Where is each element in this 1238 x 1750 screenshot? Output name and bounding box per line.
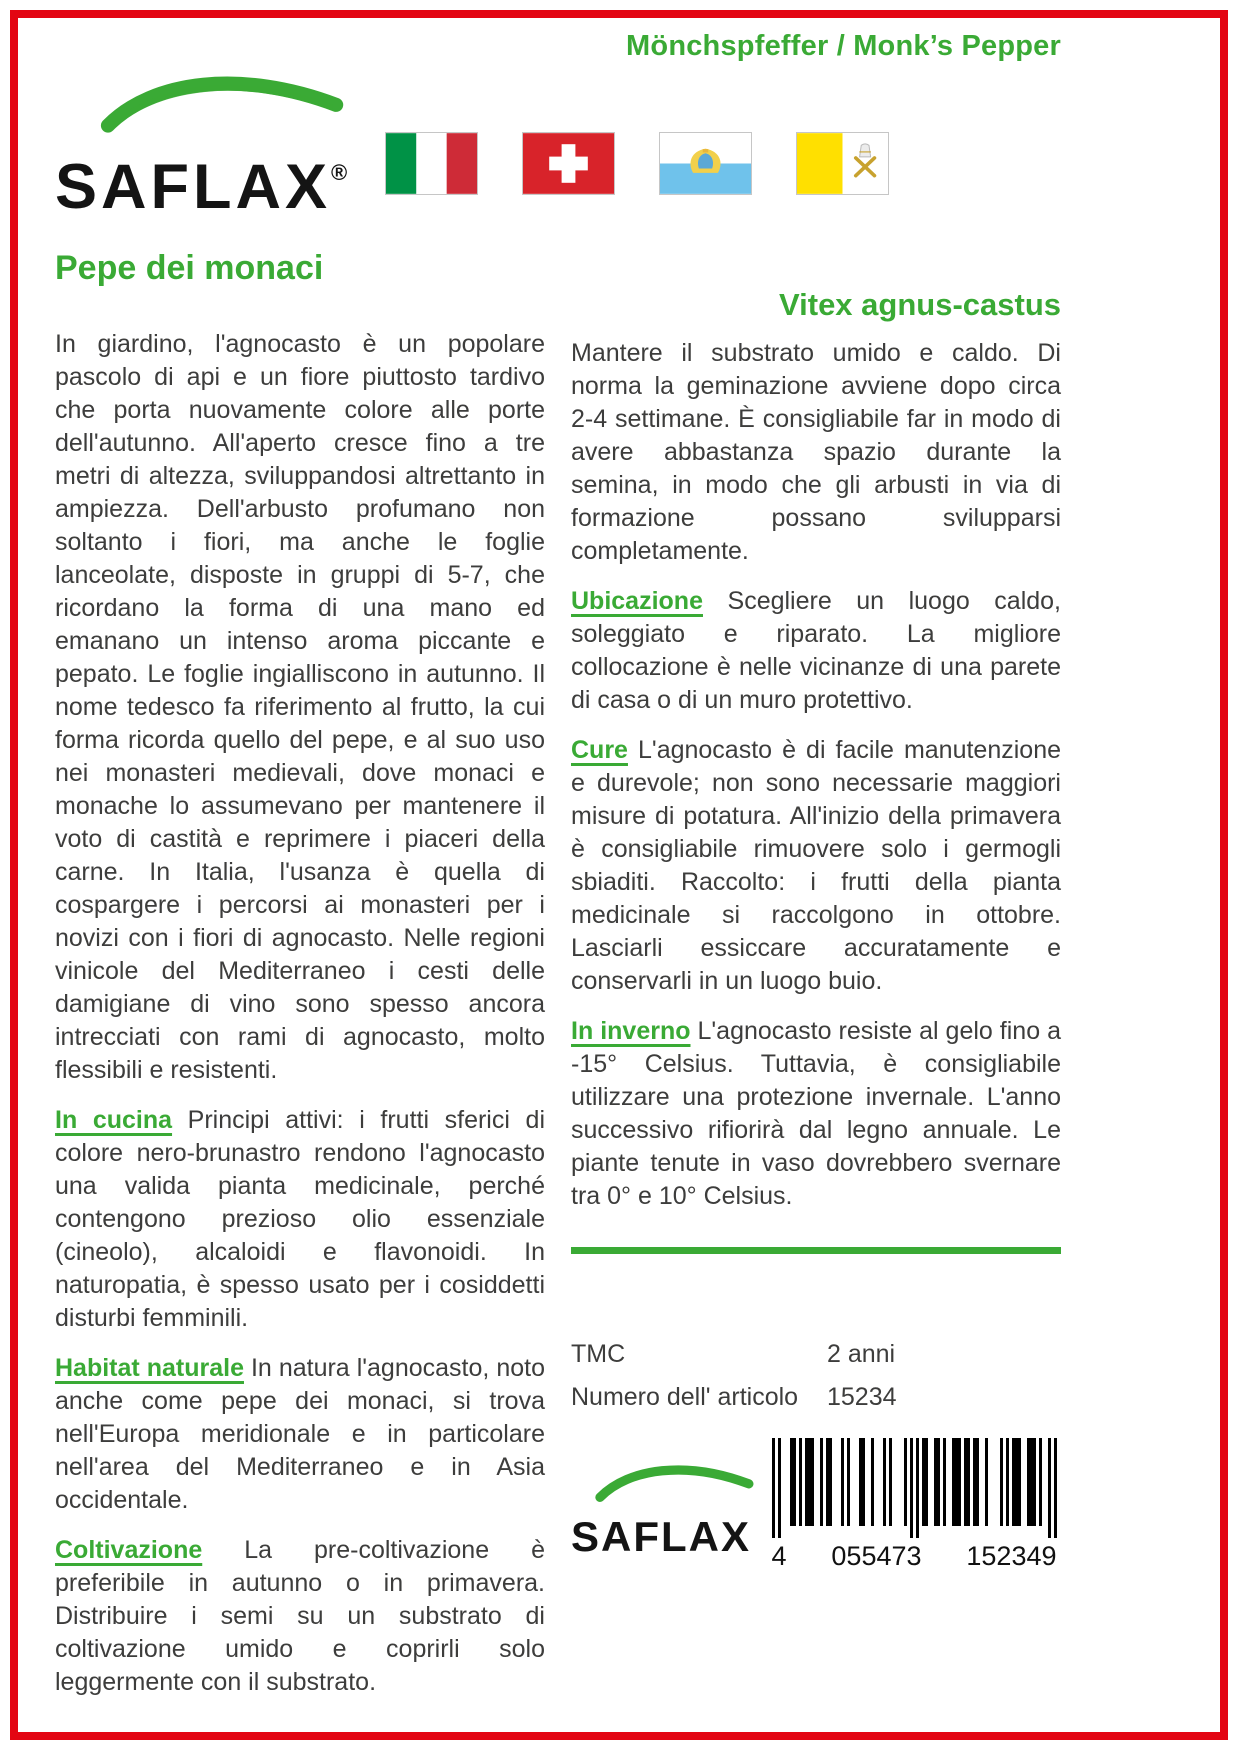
brand-row: [55, 67, 1061, 222]
saflax-logo-small: [571, 1460, 767, 1558]
section-heading: Habitat naturale: [55, 1354, 244, 1382]
article-number-label: Numero dell' articolo: [571, 1383, 799, 1411]
saflax-wordmark: SAFLAX: [571, 1513, 751, 1560]
right-column: [571, 235, 1061, 1716]
sowing-text: Mantere il substrato umido e caldo. Di norma la geminazione avviene dopo circa 2-4 settimane. È consigliabile far in modo di avere abbastanza spazio durante la semina, in modo che gli arbusti in via di formazione possano svilupparsi completamente.: [571, 339, 1061, 565]
section-heading: In inverno: [571, 1017, 691, 1045]
barcode-digit-group: 152349: [966, 1541, 1057, 1571]
saflax-logo: [55, 67, 367, 222]
section-in-inverno: [571, 1015, 1061, 1213]
intro-text: In giardino, l'agnocasto è un popolare pascolo di api e un fiore piuttosto tardivo che porta nuovamente colore alle porte dell'autunno. All'aperto cresce fino a tre metri di altezza, sviluppandosi altrettanto in ampiezza. Dell'arbusto profumano non soltanto i fiori, ma anche le foglie lanceolate, disposte in gruppi di 5-7, che ricordano la forma di una mano ed emanano un intenso aroma piccante e pepato. Le foglie ingialliscono in autunno. Il nome tedesco fa riferimento al frutto, la cui forma ricorda quello del pepe, e al suo uso nei monasteri medievali, dove monaci e monache lo assumevano per mantenere il voto di castità e reprimere i piaceri della carne. In Italia, l'usanza è quella di cospargere i percorsi ai monasteri per i novizi con i fiori di agnocasto. Nelle regioni vinicole del Mediterraneo i cesti delle damigiane di vino sono spesso ancora intrecciati con rami di agnocasto, molto flessibili e resistenti.: [55, 330, 545, 1084]
tmc-label: TMC: [571, 1340, 626, 1368]
brand-name: SAFLAX: [55, 152, 331, 222]
barcode-bars: [772, 1438, 1057, 1538]
page-title: Pepe dei monaci: [55, 249, 324, 287]
product-meta: [571, 1340, 1061, 1412]
section-text: Principi attivi: i frutti sferici di colore nero-brunastro rendono l'agnocasto una valida pianta medicinale, perché contengono prezioso olio essenziale (cineolo), alcaloidi e flavonoidi. In naturopatia, è spesso usato per i cosiddetti disturbi femminili.: [55, 1106, 545, 1332]
article-number-value: 15234: [827, 1383, 897, 1411]
section-cure: [571, 734, 1061, 998]
section-heading: Ubicazione: [571, 587, 703, 615]
flag-italy-icon: [385, 132, 478, 195]
section-habitat-naturale: [55, 1352, 545, 1517]
section-text: La pre-coltivazione è preferibile in autunno o in primavera. Distribuire i semi su un substrato di coltivazione umido e coprirli solo leggermente con il substrato.: [55, 1536, 545, 1696]
section-text: Scegliere un luogo caldo, soleggiato e riparato. La migliore collocazione è nelle vicinanze di una parete di casa o di un muro protettivo.: [571, 587, 1061, 714]
sowing-paragraph: [571, 337, 1061, 568]
flag-san-marino-icon: [659, 132, 752, 195]
two-column-body: [55, 235, 1061, 1716]
section-coltivazione: [55, 1534, 545, 1699]
left-column: [55, 235, 545, 1716]
brush-arc-icon: [595, 1460, 755, 1504]
section-text: L'agnocasto è di facile manutenzione e durevole; non sono necessarie maggiori misure di potatura. All'inizio della primavera è consigliabile rimuovere solo i germogli sbiaditi. Raccolto: i frutti della pianta medicinale si raccolgono in ottobre. Lasciarli essiccare accuratamente e conservarli in un luogo buio.: [571, 736, 1061, 995]
tmc-value: 2 anni: [827, 1340, 896, 1368]
green-divider: [571, 1247, 1061, 1254]
barcode-digit-group: 055473: [831, 1541, 922, 1571]
flag-vatican-icon: [796, 132, 889, 195]
section-ubicazione: [571, 585, 1061, 717]
product-title-de-en: Mönchspfeffer / Monk’s Pepper: [626, 30, 1061, 62]
barcode-digit-group: 4: [771, 1541, 787, 1571]
section-heading: Cure: [571, 736, 628, 764]
barcode-digits: [772, 1538, 1057, 1572]
section-heading: Coltivazione: [55, 1536, 203, 1564]
section-text: In natura l'agnocasto, noto anche come pepe dei monaci, si trova nell'Europa meridionale e in particolare nell'area del Mediterraneo e in Asia occidentale.: [55, 1354, 545, 1514]
flag-strip: [385, 132, 889, 195]
botanical-name: Vitex agnus-castus: [779, 287, 1061, 322]
registered-mark: ®: [331, 160, 348, 185]
intro-paragraph: [55, 328, 545, 1087]
footer-row: [571, 1436, 1061, 1574]
flag-switzerland-icon: [522, 132, 615, 195]
saflax-wordmark: [55, 152, 348, 222]
section-in-cucina: [55, 1104, 545, 1335]
content-area: [55, 30, 1061, 1716]
section-heading: In cucina: [55, 1106, 173, 1134]
section-text: L'agnocasto resiste al gelo fino a -15° Celsius. Tuttavia, è consigliabile utilizzare una protezione invernale. L'anno successivo rifiorirà dal legno annuale. Le piante tenute in vaso dovrebbero svernare tra 0° e 10° Celsius.: [571, 1017, 1061, 1210]
brush-arc-icon: [97, 69, 349, 135]
barcode: [767, 1436, 1061, 1574]
